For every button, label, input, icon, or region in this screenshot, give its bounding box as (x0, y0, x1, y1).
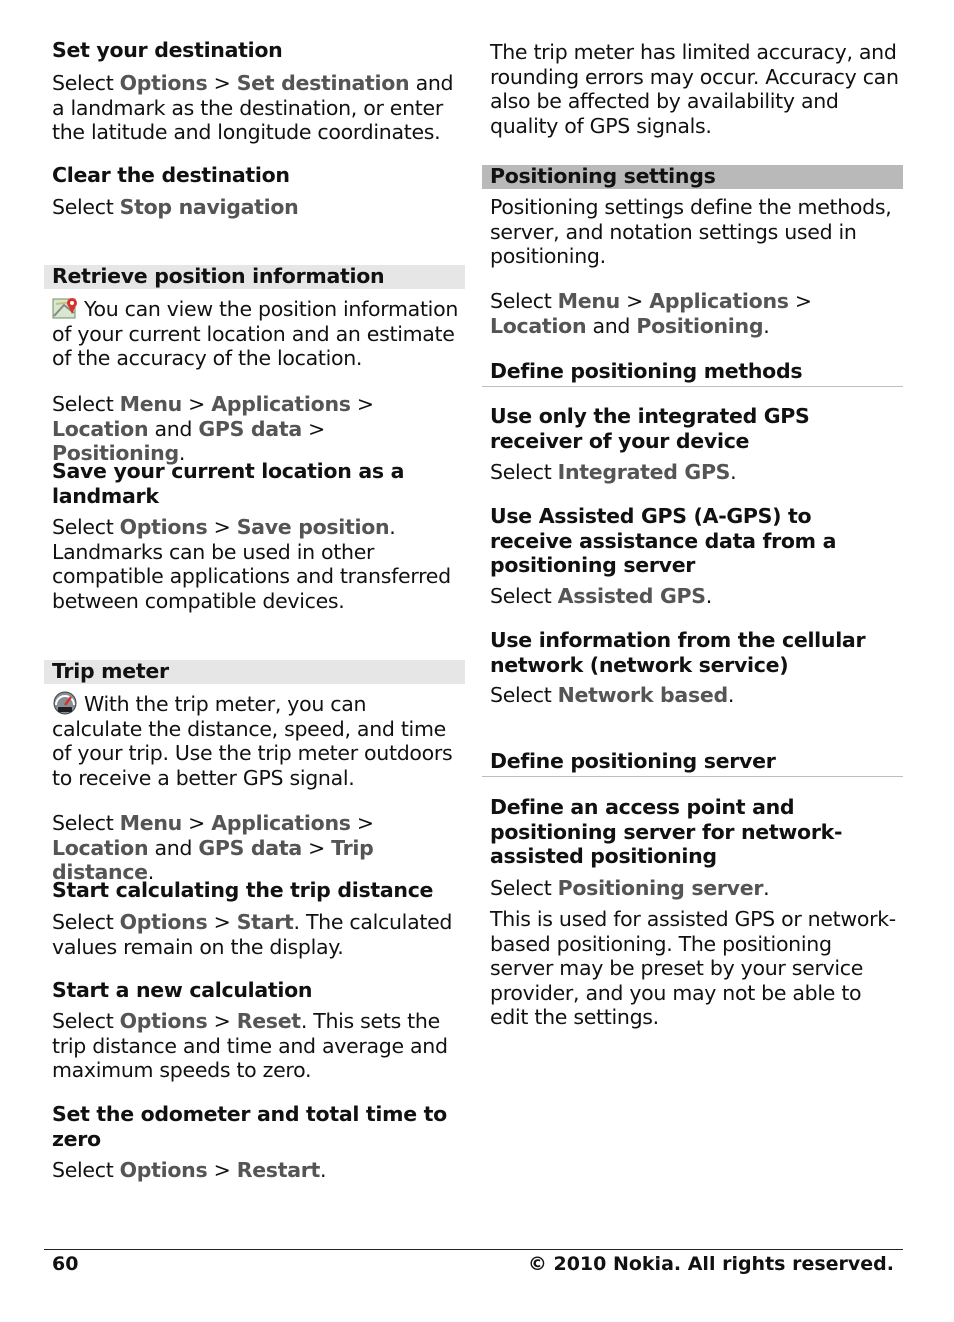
section-retrieve-position: Retrieve position information (44, 265, 465, 289)
heading-network: Use information from the cellular network (network service) (490, 628, 866, 677)
heading-define-methods: Define positioning methods (490, 359, 803, 383)
para-retrieve-intro: You can view the position information of your current location and an estimate of the accuracy of the location. (52, 297, 459, 371)
para-retrieve-path: Select Menu > Applications > Location and GPS data > Positioning. (52, 392, 374, 466)
para-start-calculating: Select Options > Start. The calculated values remain on the display. (52, 910, 453, 959)
divider-methods (482, 386, 903, 387)
para-trip-intro: With the trip meter, you can calculate the distance, speed, and time of your trip. Use the trip meter outdoors to receive a better GPS signal. (52, 692, 453, 790)
copyright-notice: © 2010 Nokia. All rights reserved. (527, 1253, 894, 1275)
heading-clear-destination: Clear the destination (52, 163, 290, 187)
para-new-calculation: Select Options > Reset. This sets the trip distance and time and average and maximum speeds to zero. (52, 1009, 448, 1083)
heading-start-calculating: Start calculating the trip distance (52, 878, 434, 902)
heading-new-calculation: Start a new calculation (52, 978, 313, 1002)
divider-server (482, 776, 903, 777)
heading-assisted-gps: Use Assisted GPS (A-GPS) to receive assistance data from a positioning server (490, 504, 837, 578)
para-accuracy: The trip meter has limited accuracy, and rounding errors may occur. Accuracy can also be affected by availability and quality of GPS signals. (490, 40, 899, 138)
para-settings-intro: Positioning settings define the methods, server, and notation settings used in positioning. (490, 195, 892, 269)
heading-access-point: Define an access point and positioning server for network-assisted positioning (490, 795, 843, 869)
footer-divider (44, 1249, 903, 1250)
para-assisted-gps: Select Assisted GPS. (490, 584, 712, 608)
para-save-landmark: Select Options > Save position. Landmarks can be used in other compatible applications and transferred between compatible devices. (52, 515, 451, 613)
para-set-destination: Select Options > Set destination and a landmark as the destination, or enter the latitude and longitude coordinates. (52, 71, 454, 145)
para-server-note: This is used for assisted GPS or network-based positioning. The positioning server may be preset by your service provider, and you may not be able to edit the settings. (490, 907, 896, 1030)
heading-set-destination: Set your destination (52, 38, 283, 62)
para-positioning-server: Select Positioning server. (490, 876, 770, 900)
para-settings-path: Select Menu > Applications > Location and Positioning. (490, 289, 812, 338)
para-network: Select Network based. (490, 683, 735, 707)
heading-odometer: Set the odometer and total time to zero (52, 1102, 447, 1151)
page-number: 60 (52, 1253, 79, 1275)
map-pin-icon (52, 296, 80, 320)
section-positioning-settings: Positioning settings (482, 165, 903, 189)
heading-define-server: Define positioning server (490, 749, 776, 773)
heading-integrated-gps: Use only the integrated GPS receiver of your device (490, 404, 810, 453)
para-odometer: Select Options > Restart. (52, 1158, 327, 1182)
heading-save-landmark: Save your current location as a landmark (52, 459, 405, 508)
para-integrated-gps: Select Integrated GPS. (490, 460, 737, 484)
trip-meter-icon (52, 691, 80, 715)
para-trip-path: Select Menu > Applications > Location and GPS data > Trip distance. (52, 811, 374, 885)
section-trip-meter: Trip meter (44, 660, 465, 684)
para-clear-destination: Select Stop navigation (52, 195, 299, 219)
